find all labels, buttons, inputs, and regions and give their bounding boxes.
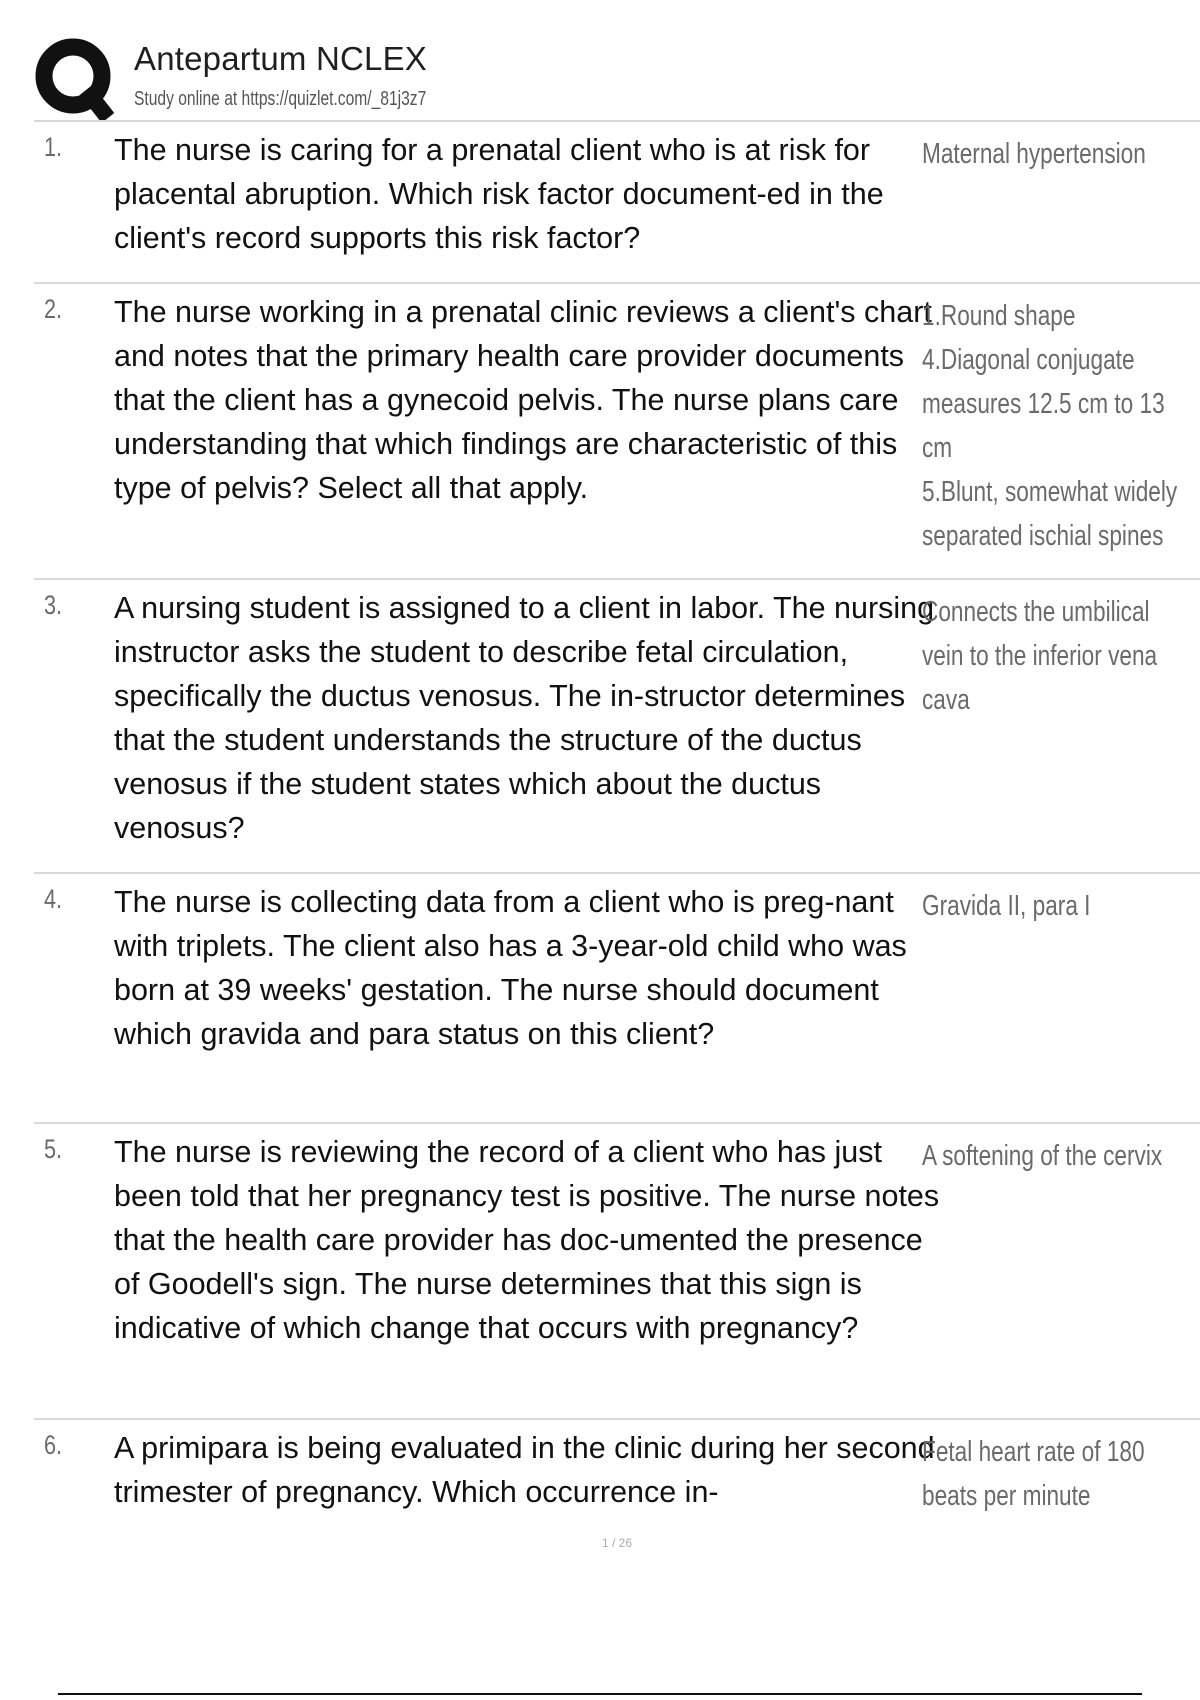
flashcard-row-4: [34, 874, 1200, 1124]
card-answer-line: cm: [922, 432, 953, 464]
flashcard-row-6: [34, 1420, 1200, 1532]
flashcard-row-3: [34, 580, 1200, 874]
card-answer-line: 5.Blunt, somewhat widely: [922, 476, 1178, 508]
study-online-link[interactable]: Study online at https://quizlet.com/_81j3z7: [134, 88, 427, 110]
card-number: 1.: [44, 132, 63, 162]
card-question: The nurse working in a prenatal clinic reviews a client's chart and notes that the primary health care provider documents that the client has a gynecoid pelvis. The nurse plans care understanding that which findings are characteristic of this type of pelvis? Select all that apply.: [114, 295, 932, 505]
card-answer-line: vein to the inferior vena: [922, 640, 1158, 672]
card-answer-line: Maternal hypertension: [922, 138, 1146, 170]
card-answer-line: A softening of the cervix: [922, 1140, 1163, 1172]
card-question: A primipara is being evaluated in the clinic during her second trimester of pregnancy. Which occurrence in-: [114, 1431, 935, 1509]
flashcard-row-1: [34, 122, 1200, 284]
card-number: 4.: [44, 884, 63, 914]
card-answer-line: 4.Diagonal conjugate: [922, 344, 1135, 376]
card-answer-line: measures 12.5 cm to 13: [922, 388, 1165, 420]
card-answer: [922, 590, 1200, 722]
card-number: 2.: [44, 294, 63, 324]
card-answer: [922, 132, 1200, 176]
card-number: 5.: [44, 1134, 63, 1164]
card-answer-line: 1.Round shape: [922, 300, 1076, 332]
card-answer: [922, 1430, 1200, 1518]
document-header: [34, 36, 1199, 120]
card-answer: [922, 884, 1200, 928]
card-answer-line: beats per minute: [922, 1480, 1091, 1512]
card-answer-line: Gravida II, para I: [922, 890, 1091, 922]
card-answer: [922, 1134, 1200, 1178]
card-question: The nurse is caring for a prenatal client who is at risk for placental abruption. Which risk factor document-ed in the client's record supports this risk factor?: [114, 133, 884, 255]
document-title: Antepartum NCLEX: [134, 40, 427, 77]
card-number: 6.: [44, 1430, 63, 1460]
card-question: The nurse is reviewing the record of a client who has just been told that her pregnancy test is positive. The nurse notes that the health care provider has doc-umented the presence of Goodell's sign. The nurse determines that this sign is indicative of which change that occurs with pregnancy?: [114, 1135, 940, 1345]
flashcard-row-5: [34, 1124, 1200, 1420]
card-question: The nurse is collecting data from a client who is preg-nant with triplets. The client also has a 3-year-old child who was born at 39 weeks' gestation. The nurse should document which gravida and para status on this client?: [114, 885, 907, 1051]
card-answer: [922, 294, 1200, 558]
card-answer-line: Fetal heart rate of 180: [922, 1436, 1145, 1468]
card-number: 3.: [44, 590, 63, 620]
quizlet-logo-icon: [34, 38, 116, 120]
page-number: 1 / 26: [601, 1536, 633, 1550]
card-answer-line: Connects the umbilical: [922, 596, 1150, 628]
bottom-divider: [58, 1693, 1142, 1695]
card-question: A nursing student is assigned to a client in labor. The nursing instructor asks the student to describe fetal circulation, specifically the ductus venosus. The in-structor determines that the student understands the structure of the ductus venosus if the student states which about the ductus venosus?: [114, 591, 935, 845]
card-answer-line: cava: [922, 684, 970, 716]
card-answer-line: separated ischial spines: [922, 520, 1164, 552]
flashcard-row-2: [34, 284, 1200, 580]
